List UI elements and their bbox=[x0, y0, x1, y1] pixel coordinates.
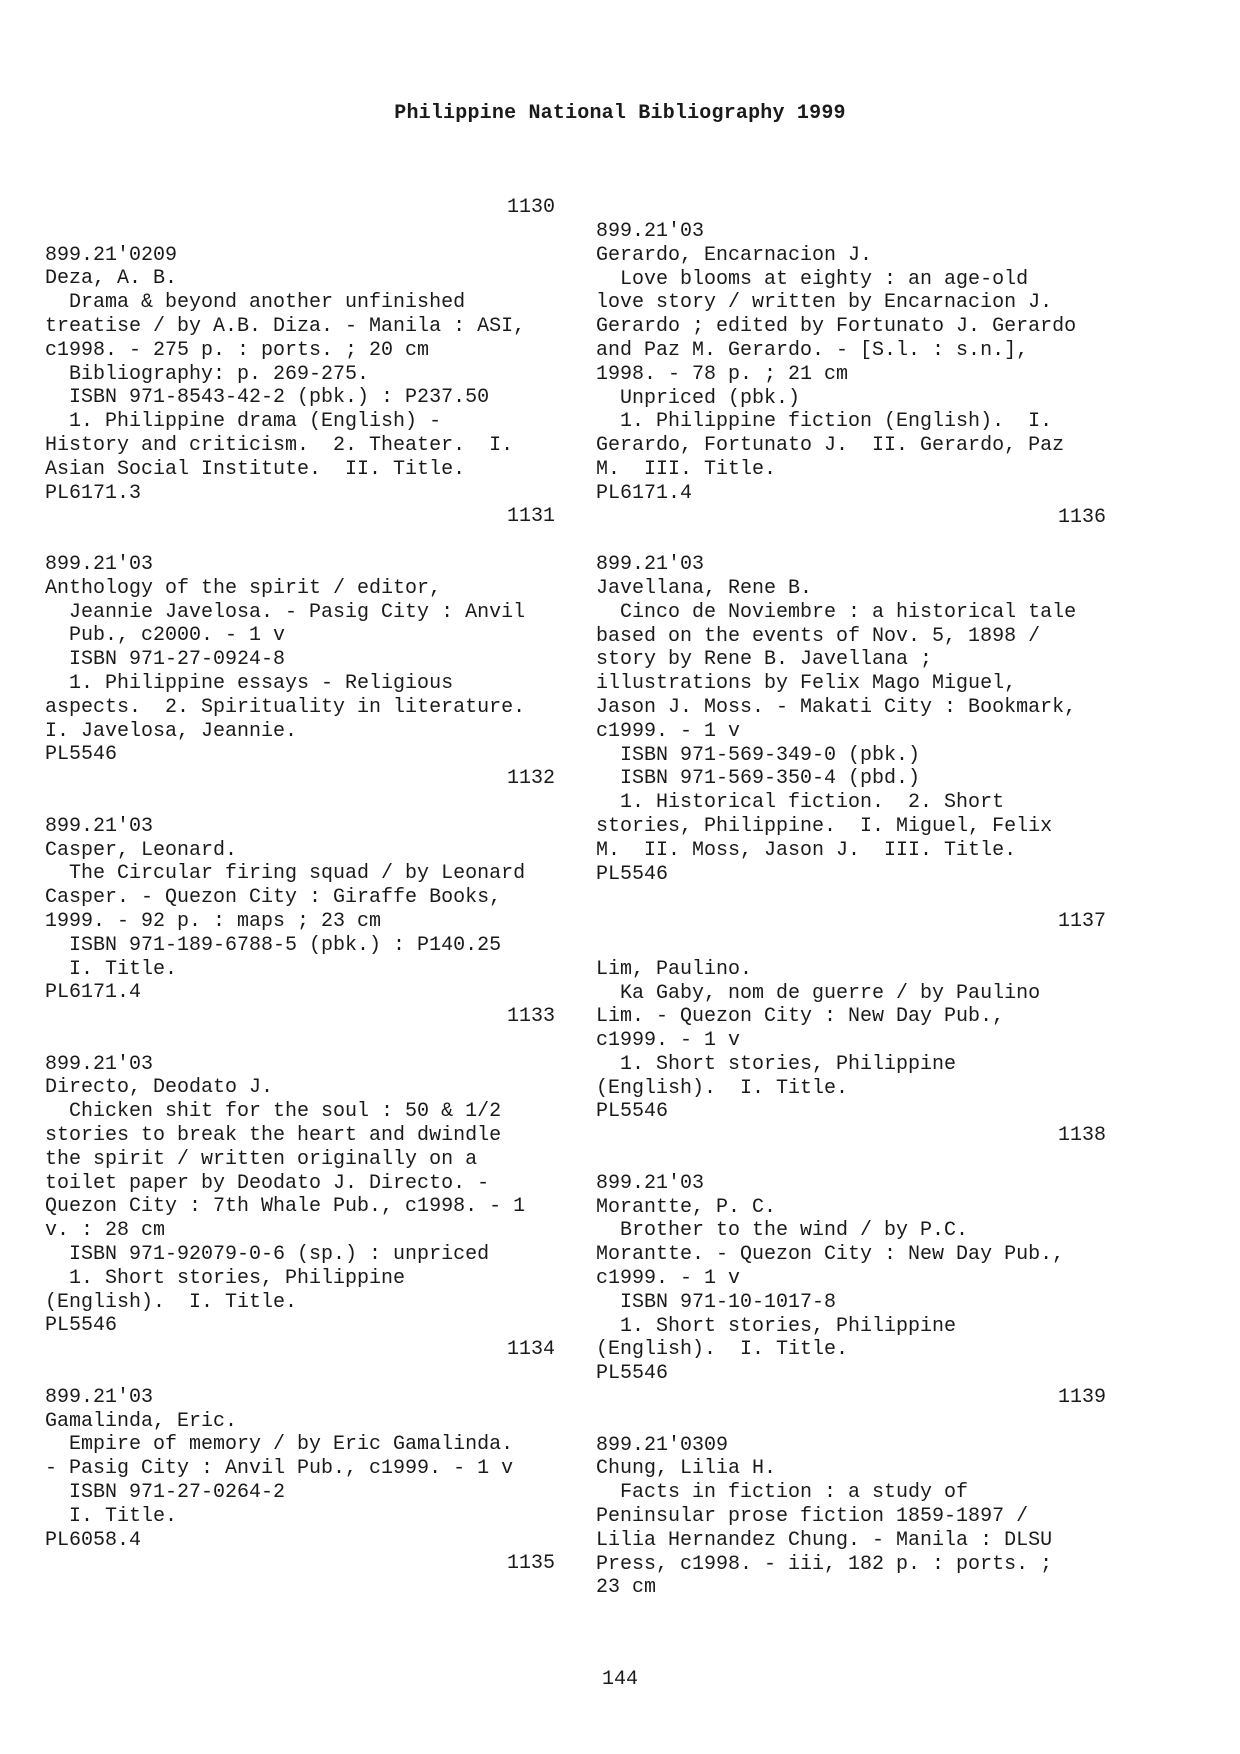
entry-line: c1999. - 1 v bbox=[596, 1267, 741, 1291]
entry-line: ISBN 971-569-349-0 (pbk.) bbox=[596, 743, 921, 767]
entry-line: ISBN 971-27-0264-2 bbox=[45, 1481, 286, 1505]
entry-line: Ka Gaby, nom de guerre / by Paulino bbox=[596, 981, 1041, 1005]
entry-line: love story / written by Encarnacion J. bbox=[596, 291, 1053, 315]
left-column bbox=[45, 196, 555, 1576]
entry-line: 1. Historical fiction. 2. Short bbox=[596, 791, 1005, 815]
entry-line: ISBN 971-8543-42-2 (pbk.) : P237.50 bbox=[45, 386, 490, 410]
entry-line: Cinco de Noviembre : a historical tale bbox=[596, 600, 1077, 624]
entry-number: 1133 bbox=[506, 1005, 555, 1029]
entry-spacer bbox=[45, 791, 555, 815]
entry-line: History and criticism. 2. Theater. I. bbox=[45, 433, 514, 457]
entry-number: 1131 bbox=[506, 505, 555, 529]
entry-spacer bbox=[596, 529, 1106, 553]
entry-line: - Pasig City : Anvil Pub., c1999. - 1 v bbox=[45, 1457, 514, 1481]
entry-number: 1132 bbox=[506, 767, 555, 791]
entry-line: 899.21'03 bbox=[45, 1052, 154, 1076]
entry-line: Directo, Deodato J. bbox=[45, 1076, 274, 1100]
entry-line: Love blooms at eighty : an age-old bbox=[596, 267, 1029, 291]
entry-line: 1. Short stories, Philippine bbox=[596, 1052, 957, 1076]
entry-line: I. Title. bbox=[45, 957, 178, 981]
entry-spacer bbox=[596, 1148, 1106, 1172]
entry-line: 1999. - 92 p. : maps ; 23 cm bbox=[45, 909, 382, 933]
entry-line: The Circular firing squad / by Leonard bbox=[45, 862, 526, 886]
entry-line: Gerardo ; edited by Fortunato J. Gerardo bbox=[596, 315, 1077, 339]
entry-line: Chung, Lilia H. bbox=[596, 1457, 777, 1481]
entry-line: ISBN 971-27-0924-8 bbox=[45, 648, 286, 672]
entry-line: Casper, Leonard. bbox=[45, 838, 238, 862]
entry-line: Pub., c2000. - 1 v bbox=[45, 624, 286, 648]
entry-line: M. II. Moss, Jason J. III. Title. bbox=[596, 838, 1017, 862]
entry-line: I. Javelosa, Jeannie. bbox=[45, 719, 298, 743]
entry-line: Anthology of the spirit / editor, bbox=[45, 576, 442, 600]
entry-line: based on the events of Nov. 5, 1898 / bbox=[596, 624, 1041, 648]
entry-line: Chicken shit for the soul : 50 & 1/2 bbox=[45, 1100, 502, 1124]
entry-line: c1999. - 1 v bbox=[596, 1029, 741, 1053]
entry-line: 899.21'03 bbox=[45, 814, 154, 838]
entry-line: 899.21'03 bbox=[596, 553, 705, 577]
entry-line: story by Rene B. Javellana ; bbox=[596, 648, 933, 672]
entry-line: PL5546 bbox=[596, 1100, 669, 1124]
entry-number: 1137 bbox=[1057, 910, 1106, 934]
entry-line: 899.21'03 bbox=[596, 1171, 705, 1195]
entry-line: Gamalinda, Eric. bbox=[45, 1409, 238, 1433]
entry-spacer bbox=[45, 1362, 555, 1386]
entry-line: PL5546 bbox=[45, 743, 118, 767]
entry-line: Asian Social Institute. II. Title. bbox=[45, 457, 466, 481]
entry-line: 1. Short stories, Philippine bbox=[45, 1266, 406, 1290]
entry-line: PL6171.4 bbox=[596, 481, 693, 505]
entry-line: 1. Philippine fiction (English). I. bbox=[596, 410, 1053, 434]
entry-line: PL5546 bbox=[45, 1314, 118, 1338]
entry-line: c1998. - 275 p. : ports. ; 20 cm bbox=[45, 338, 430, 362]
entry-line: Jeannie Javelosa. - Pasig City : Anvil bbox=[45, 600, 526, 624]
entry-line: 1. Philippine drama (English) - bbox=[45, 410, 442, 434]
entry-line: Casper. - Quezon City : Giraffe Books, bbox=[45, 886, 502, 910]
entry-line: 899.21'0309 bbox=[596, 1433, 729, 1457]
entry-line: ISBN 971-569-350-4 (pbd.) bbox=[596, 767, 921, 791]
entry-number: 1130 bbox=[506, 196, 555, 219]
entry-line: Bibliography: p. 269-275. bbox=[45, 362, 370, 386]
entry-line: Lim, Paulino. bbox=[596, 957, 753, 981]
entry-line: PL5546 bbox=[596, 862, 669, 886]
entry-line: ISBN 971-10-1017-8 bbox=[596, 1290, 837, 1314]
page-number: 144 bbox=[601, 1668, 638, 1691]
entry-line: Jason J. Moss. - Makati City : Bookmark, bbox=[596, 695, 1077, 719]
right-column bbox=[596, 220, 1106, 1600]
entry-line: stories to break the heart and dwindle bbox=[45, 1124, 502, 1148]
entry-line: 1. Short stories, Philippine bbox=[596, 1314, 957, 1338]
entry-spacer bbox=[596, 1410, 1106, 1434]
entry-line: toilet paper by Deodato J. Directo. - bbox=[45, 1171, 490, 1195]
entry-number: 1135 bbox=[506, 1552, 555, 1576]
entry-line: treatise / by A.B. Diza. - Manila : ASI, bbox=[45, 314, 526, 338]
entry-line: Facts in fiction : a study of bbox=[596, 1481, 969, 1505]
entry-line: PL6171.3 bbox=[45, 481, 142, 505]
entry-line: Lim. - Quezon City : New Day Pub., bbox=[596, 1005, 1005, 1029]
entry-spacer bbox=[45, 220, 555, 244]
entry-line: the spirit / written originally on a bbox=[45, 1147, 478, 1171]
entry-line: (English). I. Title. bbox=[596, 1076, 849, 1100]
entry-line: (English). I. Title. bbox=[45, 1290, 298, 1314]
entry-number: 1139 bbox=[1057, 1386, 1106, 1410]
entry-line: PL6171.4 bbox=[45, 981, 142, 1005]
entry-line: Deza, A. B. bbox=[45, 267, 178, 291]
entry-line: Peninsular prose fiction 1859-1897 / bbox=[596, 1505, 1029, 1529]
entry-line: ISBN 971-189-6788-5 (pbk.) : P140.25 bbox=[45, 933, 502, 957]
entry-line: Drama & beyond another unfinished bbox=[45, 291, 466, 315]
entry-line: Gerardo, Fortunato J. II. Gerardo, Paz bbox=[596, 434, 1065, 458]
entry-line: I. Title. bbox=[45, 1504, 178, 1528]
entry-line: (English). I. Title. bbox=[596, 1338, 849, 1362]
entry-line: Empire of memory / by Eric Gamalinda. bbox=[45, 1433, 514, 1457]
entry-line: Gerardo, Encarnacion J. bbox=[596, 243, 873, 267]
entry-line: 1998. - 78 p. ; 21 cm bbox=[596, 362, 849, 386]
entry-line: v. : 28 cm bbox=[45, 1219, 166, 1243]
entry-line: c1999. - 1 v bbox=[596, 719, 741, 743]
page-title: Philippine National Bibliography 1999 bbox=[394, 102, 846, 125]
entry-spacer bbox=[596, 886, 1106, 910]
entry-line: 899.21'0209 bbox=[45, 243, 178, 267]
entry-line: Morantte. - Quezon City : New Day Pub., bbox=[596, 1243, 1065, 1267]
entry-line: M. III. Title. bbox=[596, 457, 777, 481]
entry-line: PL6058.4 bbox=[45, 1528, 142, 1552]
entry-line: PL5546 bbox=[596, 1362, 669, 1386]
entry-line: 899.21'03 bbox=[45, 552, 154, 576]
entry-spacer bbox=[596, 934, 1106, 958]
entry-line: 899.21'03 bbox=[45, 1385, 154, 1409]
entry-number: 1134 bbox=[506, 1338, 555, 1362]
entry-line: aspects. 2. Spirituality in literature. bbox=[45, 695, 526, 719]
entry-line: 1. Philippine essays - Religious bbox=[45, 671, 454, 695]
entry-spacer bbox=[45, 529, 555, 553]
entry-number: 1136 bbox=[1057, 505, 1106, 529]
entry-number: 1138 bbox=[1057, 1124, 1106, 1148]
entry-line: Unpriced (pbk.) bbox=[596, 386, 801, 410]
entry-line: 23 cm bbox=[596, 1576, 657, 1600]
entry-line: Press, c1998. - iii, 182 p. : ports. ; bbox=[596, 1552, 1053, 1576]
entry-spacer bbox=[45, 1029, 555, 1053]
entry-line: Brother to the wind / by P.C. bbox=[596, 1219, 969, 1243]
entry-line: Morantte, P. C. bbox=[596, 1195, 777, 1219]
entry-line: and Paz M. Gerardo. - [S.l. : s.n.], bbox=[596, 338, 1029, 362]
entry-line: ISBN 971-92079-0-6 (sp.) : unpriced bbox=[45, 1243, 490, 1267]
entry-line: illustrations by Felix Mago Miguel, bbox=[596, 672, 1017, 696]
entry-line: stories, Philippine. I. Miguel, Felix bbox=[596, 814, 1053, 838]
entry-line: Javellana, Rene B. bbox=[596, 576, 813, 600]
entry-line: Lilia Hernandez Chung. - Manila : DLSU bbox=[596, 1528, 1053, 1552]
entry-line: 899.21'03 bbox=[596, 220, 705, 243]
entry-line: Quezon City : 7th Whale Pub., c1998. - 1 bbox=[45, 1195, 526, 1219]
